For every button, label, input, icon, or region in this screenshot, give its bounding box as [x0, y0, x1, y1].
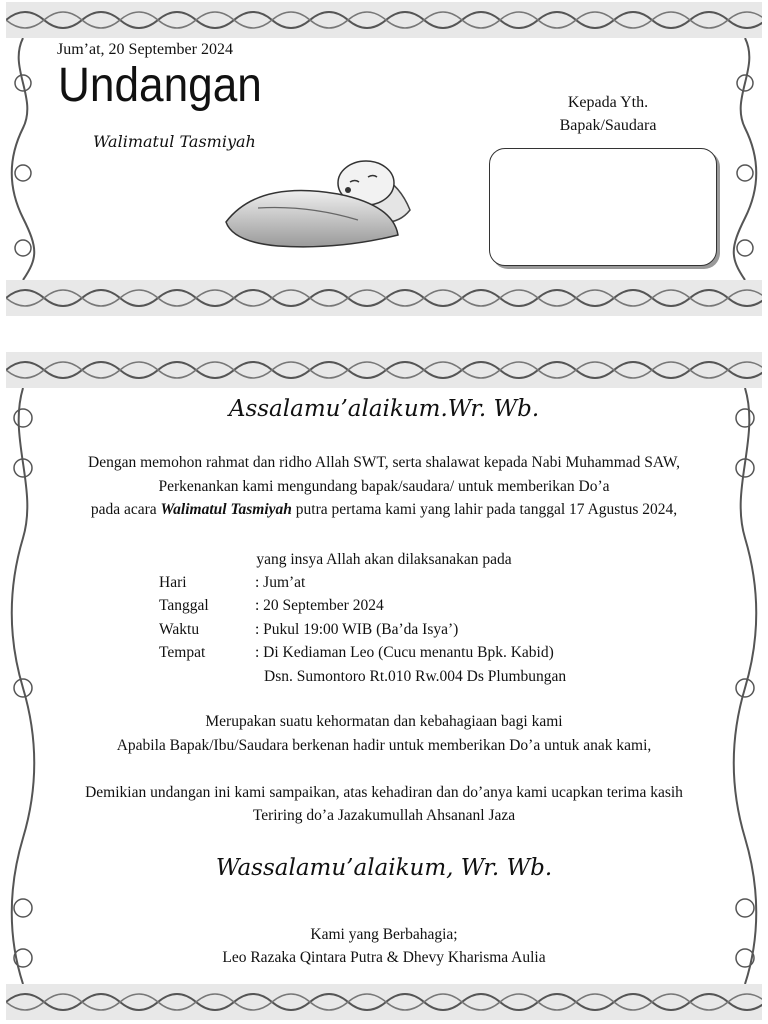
detail-value: : Jum’at [255, 574, 306, 591]
detail-row-tanggal [159, 597, 599, 617]
floral-border-top [6, 2, 762, 38]
signoff: Kami yang Berbahagia; [310, 926, 458, 943]
greeting: Assalamu’alaikum.Wr. Wb. [228, 396, 540, 422]
detail-value: : Di Kediaman Leo (Cucu menantu Bpk. Kabid) [255, 644, 554, 661]
para3-line2: Teriring do’a Jazakumullah Ahsananl Jaza [252, 807, 516, 824]
para1-line3-pre: pada acara [90, 501, 161, 518]
recipient-name-box [489, 148, 717, 266]
closing-greeting: Wassalamu’alaikum, Wr. Wb. [215, 855, 553, 881]
event-intro: yang insya Allah akan dilaksanakan pada [256, 551, 512, 568]
detail-row-waktu [159, 621, 599, 641]
para1-line2: Perkenankan kami mengundang bapak/saudara/ untuk memberikan Do’a [158, 478, 610, 495]
para1-line3-post: putra pertama kami yang lahir pada tanggal 17 Agustus 2024, [291, 501, 678, 518]
cover-date: Jum’at, 20 September 2024 [57, 41, 233, 58]
para1-line3 [0, 501, 768, 519]
cover-subtitle: Walimatul Tasmiyah [93, 132, 256, 151]
vine-right [728, 38, 762, 280]
detail-label: Hari [159, 574, 187, 591]
vine-left [6, 38, 40, 280]
event-name: Walimatul Tasmiyah [160, 501, 292, 518]
cover-title: Undangan [58, 59, 262, 112]
invitation-card [6, 352, 762, 1020]
para2-line2: Apabila Bapak/Ibu/Saudara berkenan hadir untuk memberikan Do’a untuk anak kami, [116, 737, 652, 754]
para2-line1: Merupakan suatu kehormatan dan kebahagiaan bagi kami [205, 713, 563, 730]
detail-label: Tanggal [159, 597, 209, 614]
para1-line1: Dengan memohon rahmat dan ridho Allah SWT, serta shalawat kepada Nabi Muhammad SAW, [88, 454, 680, 471]
recipient-line-2: Bapak/Saudara [559, 117, 657, 134]
sleeping-baby-illustration [218, 150, 436, 260]
recipient-line-1: Kepada Yth. [567, 94, 649, 111]
detail-row-tempat [159, 644, 599, 664]
floral-border-top [6, 352, 762, 388]
host-names: Leo Razaka Qintara Putra & Dhevy Kharisma Aulia [222, 949, 546, 966]
detail-value: : Pukul 19:00 WIB (Ba’da Isya’) [255, 621, 459, 638]
detail-row-hari [159, 574, 599, 594]
floral-border-bottom [6, 984, 762, 1020]
detail-label: Tempat [159, 644, 206, 661]
detail-label: Waktu [159, 621, 200, 638]
para3-line1: Demikian undangan ini kami sampaikan, atas kehadiran dan do’anya kami ucapkan terima kasih [85, 784, 683, 801]
floral-border-bottom [6, 280, 762, 316]
detail-value: : 20 September 2024 [255, 597, 384, 614]
venue-address: Dsn. Sumontoro Rt.010 Rw.004 Ds Plumbungan [264, 668, 567, 685]
